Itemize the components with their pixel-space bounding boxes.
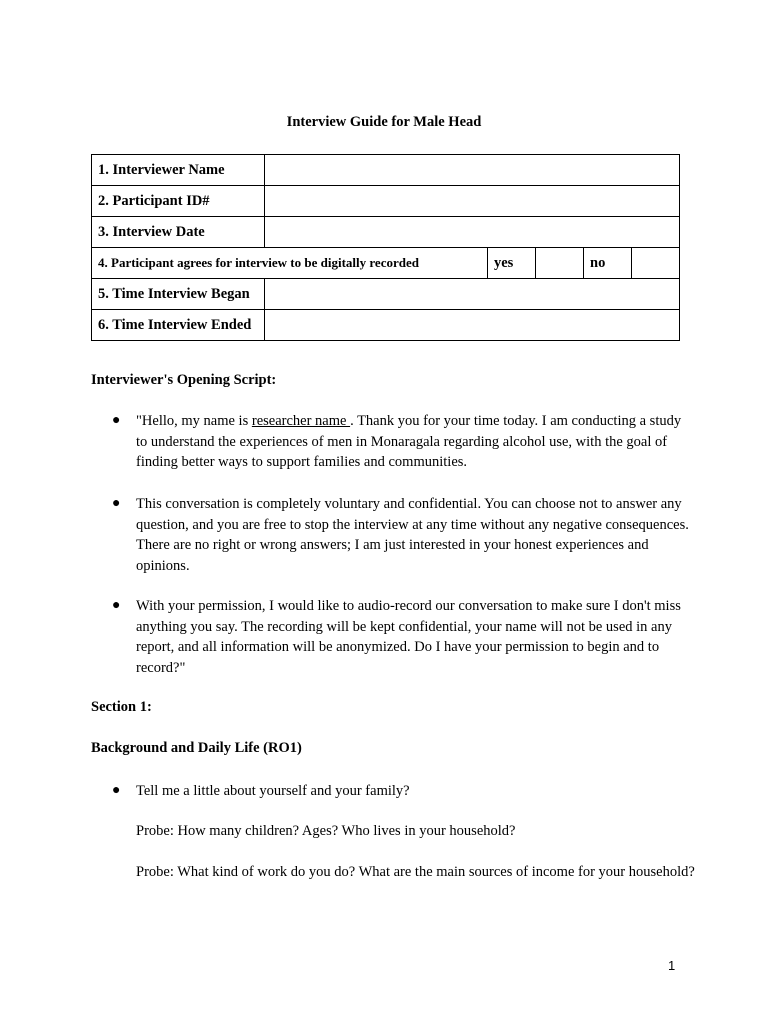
probe-household: Probe: How many children? Ages? Who lives in your household? [136,823,516,839]
list-item [91,596,691,678]
table-row [92,186,680,217]
opening-paragraph-2: This conversation is completely voluntary and confidential. You can choose not to answer any question, and you are free to stop the interview at any time without any negative consequences. There are no right or wrong answers; I am just interested in your honest experiences and opinions. [136,496,689,574]
table-row [92,217,680,248]
time-ended-label: 6. Time Interview Ended [92,310,265,341]
probe-work-income: Probe: What kind of work do you do? What are the main sources of income for your household? [136,864,695,880]
time-ended-field [265,310,680,341]
section-1-subheading: Background and Daily Life (RO1) [91,740,302,756]
interviewer-name-field [265,155,680,186]
time-began-label: 5. Time Interview Began [92,279,265,310]
interview-info-table [91,154,680,341]
section-1-heading: Section 1: [91,699,152,715]
table-row [92,310,680,341]
researcher-name-placeholder: researcher name [251,413,351,429]
consent-yes-label: yes [488,248,536,279]
interview-date-label: 3. Interview Date [92,217,265,248]
document-title: Interview Guide for Male Head [286,114,482,130]
list-item [91,411,691,473]
background-question-1: Tell me a little about yourself and your family? [136,783,410,799]
interviewer-name-label: 1. Interviewer Name [92,155,265,186]
opening-paragraph-1-end: . Thank you for your time today. I am conducting a study to understand the experiences of men in Monaragala regarding alcohol use, with the goal of finding better ways to support families and communities. [136,413,682,470]
table-row [92,279,680,310]
consent-no-field [632,248,680,279]
bullet-icon: ● [112,413,121,428]
page-number: 1 [668,958,676,973]
list-item [91,494,691,576]
bullet-icon: ● [112,496,121,511]
participant-id-label: 2. Participant ID# [92,186,265,217]
consent-yes-field [536,248,584,279]
table-row [92,248,680,279]
table-row [92,155,680,186]
participant-id-field [265,186,680,217]
time-began-field [265,279,680,310]
list-item [91,781,691,802]
opening-paragraph-1-start: "Hello, my name is [136,413,252,429]
bullet-icon: ● [112,598,121,613]
opening-script-heading: Interviewer's Opening Script: [91,372,277,388]
recording-consent-label: 4. Participant agrees for interview to be digitally recorded [92,248,488,279]
bullet-icon: ● [112,783,121,798]
consent-no-label: no [584,248,632,279]
opening-paragraph-3: With your permission, I would like to audio-record our conversation to make sure I don't miss anything you say. The recording will be kept confidential, your name will not be used in any report, and all information will be anonymized. Do I have your permission to begin and to record?" [136,598,681,676]
interview-date-field [265,217,680,248]
